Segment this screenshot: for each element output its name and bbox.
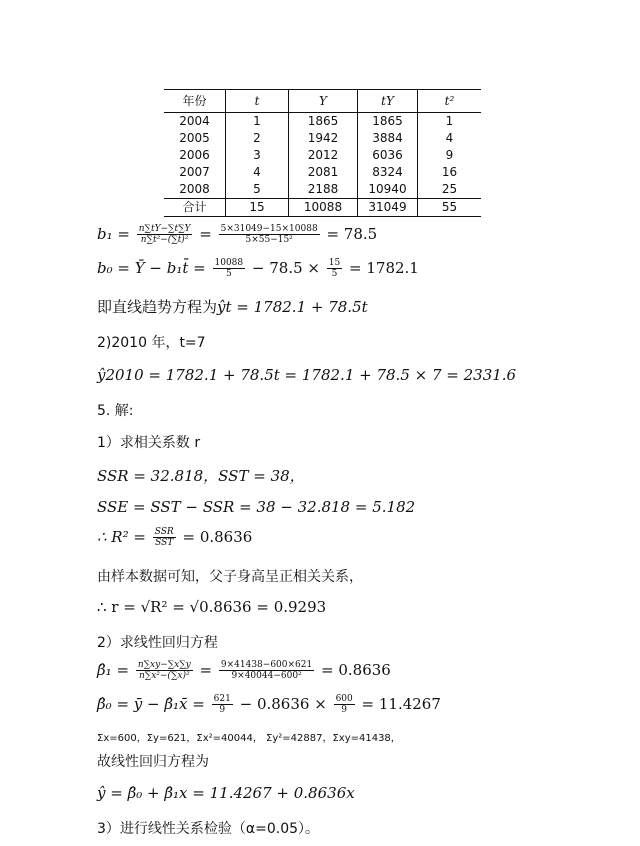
table-cell: 3 [226, 147, 289, 164]
b0-fraction-1-denominator: 5 [225, 269, 232, 280]
ssr-sst-line: SSR = 32.818，SST = 38， [97, 467, 305, 485]
table-row [164, 147, 481, 164]
b0-result: = 1782.1 [349, 258, 419, 277]
data-table [164, 89, 481, 217]
b0-fraction-2-denominator: 5 [331, 269, 338, 280]
table-row [164, 130, 481, 147]
step-3-heading: 3）进行线性关系检验（α=0.05）。 [97, 821, 320, 837]
r-value-line: ∴ r = √R² = √0.8636 = 0.9293 [97, 598, 327, 616]
b1-values-denominator: 5×55−15² [245, 235, 293, 246]
table-cell: 16 [418, 164, 482, 181]
table-cell: 2 [226, 130, 289, 147]
table-cell: 6036 [358, 147, 418, 164]
col-header-ty: tY [358, 90, 418, 113]
b1-result: = 78.5 [326, 224, 378, 243]
beta0-fraction-2-denominator: 9 [341, 705, 348, 716]
beta1-result: = 0.8636 [321, 660, 391, 679]
b0-fraction-1-numerator: 10088 [214, 258, 244, 268]
table-row [164, 181, 481, 199]
b0-fraction-2-numerator: 15 [328, 258, 341, 268]
table-cell: 2006 [179, 148, 210, 162]
col-header-year: 年份 [164, 90, 226, 113]
table-cell: 2005 [179, 131, 210, 145]
trend-line [97, 296, 368, 317]
regression-text: 故线性回归方程为 [97, 754, 209, 770]
table-cell: 8324 [358, 164, 418, 181]
correlation-conclusion: 由样本数据可知，父子身高呈正相关关系， [97, 569, 363, 585]
b0-mid: − 78.5 × [251, 258, 320, 277]
beta0-fraction-2 [334, 694, 355, 716]
table-cell: 1 [226, 113, 289, 131]
table-cell: 15 [226, 199, 289, 217]
table-cell: 2012 [289, 147, 358, 164]
sums-note: Σx=600，Σy=621，Σx²=40044， Σy²=42887，Σxy=41438， [97, 733, 401, 744]
b0-formula [97, 258, 419, 280]
r-squared-denominator: SST [155, 538, 174, 549]
table-cell: 25 [418, 181, 482, 199]
table-cell: 4 [418, 130, 482, 147]
beta0-lhs: β̂₀ = ȳ − β̂₁x̄ = [97, 694, 205, 713]
beta1-values-numerator: 9×41438−600×621 [220, 660, 313, 670]
col-header-t: t [226, 90, 289, 113]
beta1-formula: β̂₁ = $\frac{n\sum xy-\sum x\sum y}{\text{n∑x²−(∑x)²}}$ = $\frac{9\times 41438-600\times 621}{\text{9×40044−600²}}$ = 0.8636 [97, 660, 391, 682]
table-cell: 1942 [289, 130, 358, 147]
table-cell: 1 [418, 113, 482, 131]
b0-lhs: b₀ = Ȳ − b₁t̄ = [97, 258, 206, 277]
r-squared-result: = 0.8636 [182, 527, 253, 546]
forecast-equation: ŷ2010 = 1782.1 + 78.5t = 1782.1 + 78.5 × 7 = 2331.6 [97, 366, 517, 384]
b1-lhs: b₁ = [97, 224, 130, 243]
step-2-heading: 2）求线性回归方程 [97, 635, 218, 651]
table-cell: 10088 [289, 199, 358, 217]
table-row [164, 164, 481, 181]
beta0-result: = 11.4267 [361, 694, 441, 713]
r-squared-lhs: ∴ R² = [97, 527, 146, 546]
col-header-t2: t² [418, 90, 482, 113]
r-squared-numerator: SSR [154, 527, 174, 537]
question-5-heading: 5. 解: [97, 403, 134, 419]
beta0-fraction-1-denominator: 9 [219, 705, 226, 716]
r-squared-formula [97, 527, 252, 549]
r-squared-fraction [153, 527, 176, 549]
table-row [164, 113, 481, 131]
col-header-y: Y [289, 90, 358, 113]
table-cell: 4 [226, 164, 289, 181]
step-1-heading: 1）求相关系数 r [97, 435, 201, 451]
b1-values-numerator: 5×31049−15×10088 [220, 224, 318, 234]
beta1-general-denominator: n∑x²−(∑x)² [138, 671, 190, 682]
trend-text: 即直线趋势方程为 [97, 298, 218, 316]
table-cell: 55 [418, 199, 482, 217]
beta1-values-denominator: 9×40044−600² [231, 671, 302, 682]
table-cell: 10940 [358, 181, 418, 199]
table-cell: 2004 [179, 114, 210, 128]
beta1-general-numerator: n∑xy−∑x∑y [137, 660, 191, 670]
table-cell: 2188 [289, 181, 358, 199]
b1-values-fraction [219, 224, 320, 246]
regression-equation: ŷ = β̂₀ + β̂₁x = 11.4267 + 0.8636x [97, 784, 355, 802]
table-cell: 5 [226, 181, 289, 199]
table-cell: 31049 [358, 199, 418, 217]
table-cell: 合计 [164, 199, 226, 217]
table-cell: 2007 [179, 165, 210, 179]
beta1-values-fraction [219, 660, 314, 682]
table-cell: 2008 [179, 182, 210, 196]
beta0-fraction-1-numerator: 621 [213, 694, 231, 704]
table-cell: 1865 [358, 113, 418, 131]
beta1-general-fraction [136, 660, 193, 682]
b1-formula: b₁ = $\frac{n\sum tY-\sum t\sum Y}{\text{n∑t²−(∑t)²}}$ = $\frac{5\times 31049-15\times 10088}{\text{5×55−15²}}$ = 78.5 [97, 224, 378, 246]
b0-fraction-1 [213, 258, 246, 280]
table-header-row [164, 90, 481, 113]
b1-general-numerator: n∑tY−∑t∑Y [138, 224, 191, 234]
beta1-lhs: β̂₁ = [97, 660, 130, 679]
table-total-row [164, 199, 481, 217]
table-cell: 9 [418, 147, 482, 164]
trend-equation: ŷt = 1782.1 + 78.5t [217, 298, 368, 316]
beta0-mid: − 0.8636 × [239, 694, 327, 713]
part-2-heading: 2)2010 年，t=7 [97, 335, 206, 351]
beta0-fraction-2-numerator: 600 [335, 694, 353, 704]
table-cell: 3884 [358, 130, 418, 147]
sse-line: SSE = SST − SSR = 38 − 32.818 = 5.182 [97, 498, 416, 516]
beta0-fraction-1 [212, 694, 233, 716]
table-cell: 2081 [289, 164, 358, 181]
beta0-formula [97, 694, 441, 716]
b1-general-fraction [137, 224, 193, 246]
b0-fraction-2 [327, 258, 342, 280]
b1-general-denominator: n∑t²−(∑t)² [140, 235, 189, 246]
table-cell: 1865 [289, 113, 358, 131]
